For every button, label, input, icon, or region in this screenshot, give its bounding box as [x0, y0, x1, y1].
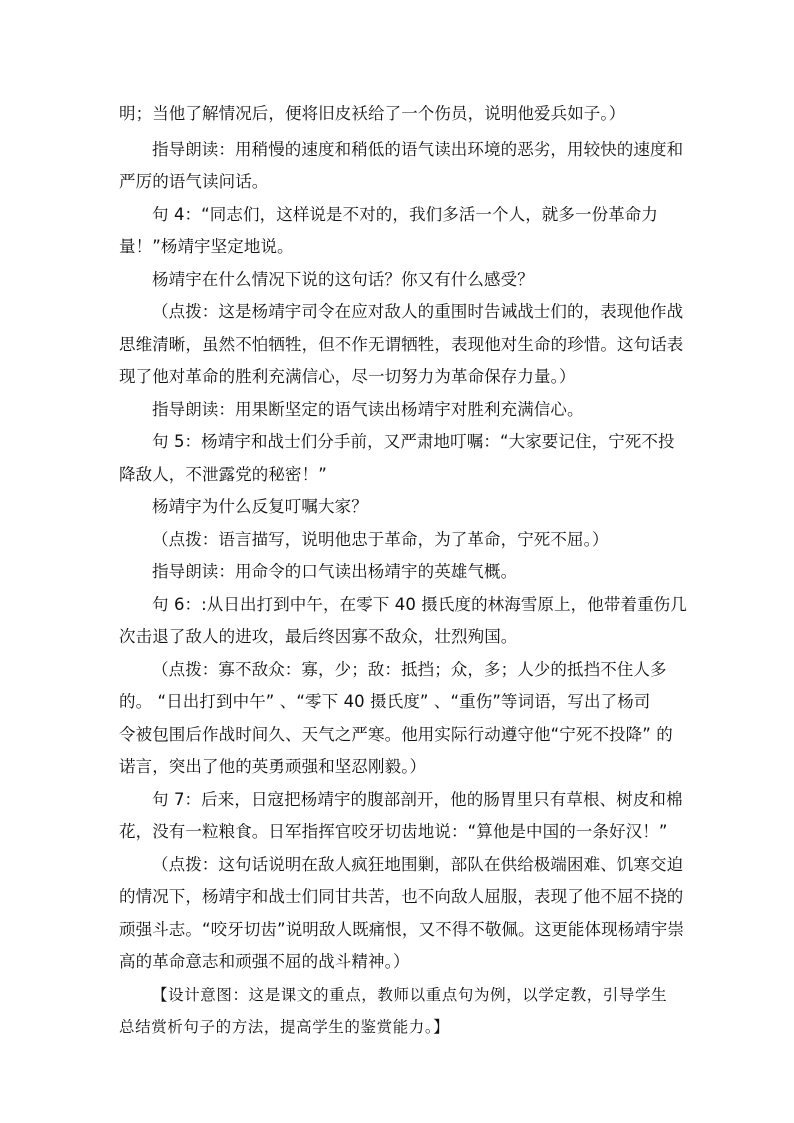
text-line: 诺言，突出了他的英勇顽强和坚忍刚毅。） — [119, 757, 427, 776]
text-line: 杨靖宇在什么情况下说的这句话？你又有什么感受？ — [152, 270, 534, 289]
text-line: 的。 “日出打到中午” 、“零下 40 摄氏度” 、“重伤”等词语，写出了杨司 — [119, 692, 651, 711]
text-line: 句 6：:从日出打到中午，在零下 40 摄氏度的林海雪原上，他带着重伤几 — [152, 595, 687, 614]
text-line: 思维清晰，虽然不怕牺牲，但不作无谓牺牲，表现他对生命的珍惜。这句话表 — [119, 335, 684, 354]
text-line: 现了他对革命的胜利充满信心，尽一切努力为革命保存力量。） — [119, 367, 576, 386]
text-line: 花，没有一粒粮食。日军指挥官咬牙切齿地说：“算他是中国的一条好汉！” — [119, 822, 668, 841]
text-line: 句 5：杨靖宇和战士们分手前，又严肃地叮嘱：“大家要记住，宁死不投 — [152, 432, 675, 451]
text-line: 杨靖宇为什么反复叮嘱大家？ — [152, 497, 368, 516]
text-line: 明；当他了解情况后，便将旧皮袄给了一个伤员，说明他爱兵如子。） — [119, 104, 626, 123]
text-line: 指导朗读：用稍慢的速度和稍低的语气读出环境的恶劣，用较快的速度和 — [152, 140, 684, 159]
text-line: 句 4：“同志们，这样说是不对的，我们多活一个人，就多一份革命力 — [152, 205, 658, 224]
text-line: 令被包围后作战时间久、天气之严寒。他用实际行动遵守他“宁死不投降” 的 — [119, 725, 673, 744]
text-line: 高的革命意志和顽强不屈的战斗精神。） — [119, 952, 410, 971]
text-line: 量！”杨靖宇坚定地说。 — [119, 237, 294, 256]
text-line: 次击退了敌人的进攻，最后终因寡不敌众，壮烈殉国。 — [119, 627, 518, 646]
design-intent-line: 【设计意图：这是课文的重点，教师以重点句为例，以学定教，引导学生 — [152, 986, 668, 1004]
text-line: （点拨：语言描写，说明他忠于革命，为了革命，宁死不屈。） — [152, 530, 609, 549]
text-line: 降敌人，不泄露党的秘密！” — [119, 465, 327, 484]
text-line: 的情况下，杨靖宇和战士们同甘共苦，也不向敌人屈服，表现了他不屈不挠的 — [119, 887, 684, 906]
text-line: 顽强斗志。“咬牙切齿”说明敌人既痛恨，又不得不敬佩。这更能体现杨靖宇崇 — [119, 920, 685, 939]
text-line: 严厉的语气读问话。 — [119, 172, 269, 191]
text-line: （点拨：这句话说明在敌人疯狂地围剿，部队在供给极端困难、饥寒交迫 — [152, 855, 684, 874]
design-intent-line: 总结赏析句子的方法，提高学生的鉴赏能力。】 — [119, 1018, 450, 1036]
text-line: 句 7：后来，日寇把杨靖宇的腹部剖开，他的肠胃里只有草根、树皮和棉 — [152, 790, 683, 809]
text-line: （点拨：这是杨靖宇司令在应对敌人的重围时告诫战士们的，表现他作战 — [152, 302, 684, 321]
text-line: 指导朗读：用果断坚定的语气读出杨靖宇对胜利充满信心。 — [152, 400, 584, 419]
text-line: 指导朗读：用命令的口气读出杨靖宇的英雄气概。 — [152, 562, 518, 581]
text-line: （点拨：寡不敌众：寡，少；敌：抵挡；众，多；人少的抵挡不住人多 — [152, 660, 667, 679]
